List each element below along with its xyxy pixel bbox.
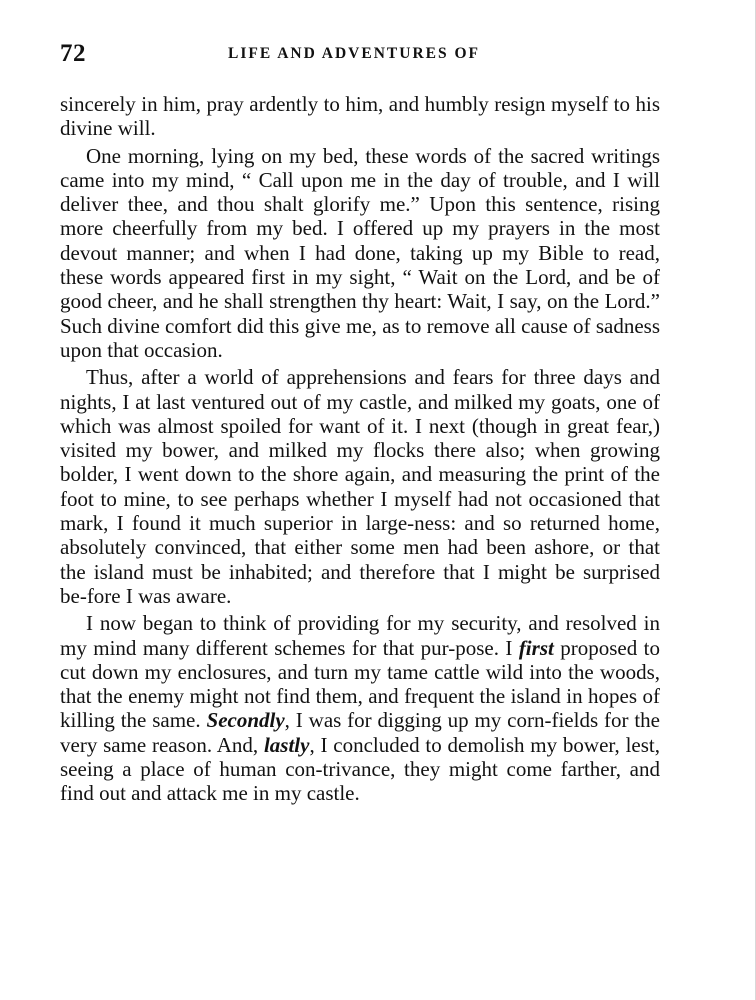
paragraph-4-text-d: , I concluded to demolish my bower, lest, seeing a place of human con-trivance, they might come farther, and find out and attack me in my castle. — [60, 732, 660, 806]
italic-lastly: lastly — [263, 732, 310, 757]
italic-secondly: Secondly — [206, 708, 285, 733]
paragraph-3 — [60, 365, 660, 608]
running-title: LIFE AND ADVENTURES OF — [228, 45, 480, 62]
paragraph-2 — [60, 144, 660, 363]
running-head — [60, 40, 682, 70]
italic-first: first — [518, 635, 554, 660]
page-number: 72 — [60, 40, 86, 67]
paragraph-1 — [60, 92, 660, 141]
body-text — [60, 92, 660, 809]
paragraph-4-text-a: I now began to think of providing for my security, and resolved in my mind many different schemes for that pur-pose. I — [60, 611, 660, 660]
paragraph-1-text: sincerely in him, pray ardently to him, and humbly resign myself to his divine will. — [60, 92, 660, 141]
paragraph-4 — [60, 611, 660, 805]
paragraph-3-text: Thus, after a world of apprehensions and fears for three days and nights, I at last ventured out of my castle, and milked my goats, one of which was almost spoiled for want of it. I next (though in great fear,) visited my bower, and milked my flocks there also; when growing bolder, I went down to the shore again, and measuring the print of the foot to mine, to see perhaps whether I myself had not occasioned that mark, I found it much superior in large-ness: and so returned home, absolutely convinced, that either some men had been ashore, or that the island must be inhabited; and therefore that I might be surprised be-fore I was aware. — [60, 365, 660, 608]
paragraph-4-text-c: , I was for digging up my corn-fields for the very same reason. And, — [60, 708, 660, 757]
paragraph-2-text: One morning, lying on my bed, these words of the sacred writings came into my mind, “ Call upon me in the day of trouble, and I will deliver thee, and thou shalt glorify me.” Upon this sentence, rising more cheerfully from my bed. I offered up my prayers in the most devout manner; and when I had done, taking up my Bible to read, these words appeared first in my sight, “ Wait on the Lord, and be of good cheer, and he shall strengthen thy heart: Wait, I say, on the Lord.” Such divine comfort did this give me, as to remove all cause of sadness upon that occasion. — [60, 143, 660, 362]
paragraph-4-text-b: proposed to cut down my enclosures, and turn my tame cattle wild into the woods, that the enemy might not find them, and frequent the island in hopes of killing the same. — [60, 635, 660, 733]
